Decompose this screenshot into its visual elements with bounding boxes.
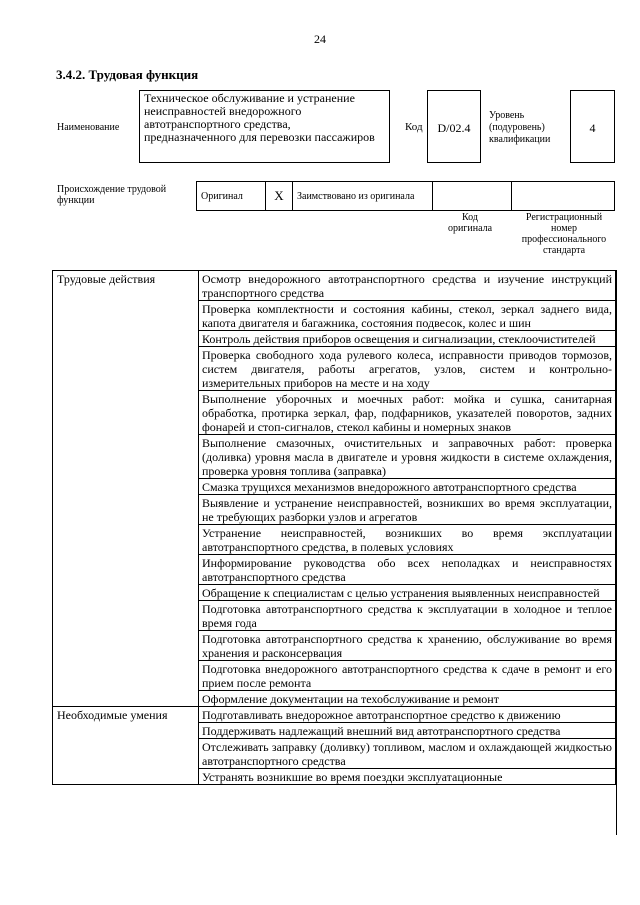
original-code-caption	[432, 212, 508, 234]
labor-actions-label: Трудовые действия	[53, 271, 199, 707]
origin-label-line-2: функции	[57, 195, 95, 206]
original-code-cell	[433, 182, 512, 211]
skill-text: Подготавливать внедорожное автотранспортное средство к движению	[199, 707, 616, 723]
borrowed-label: Заимствовано из оригинала	[293, 182, 433, 211]
labor-action-text: Подготовка автотранспортного средства к эксплуатации в холодное и теплое время года	[199, 601, 616, 631]
function-code: D/02.4	[427, 90, 481, 163]
labor-action-text: Информирование руководства обо всех неполадках и неисправностях автотранспортного средства	[199, 555, 616, 585]
name-label: Наименование	[57, 122, 120, 133]
qualification-level-label	[489, 110, 550, 146]
qualification-level-value: 4	[570, 90, 615, 163]
skill-text: Устранять возникшие во время поездки эксплуатационные	[199, 769, 616, 785]
labor-action-text: Выявление и устранение неисправностей, возникших во время эксплуатации, не требующих разборки узлов и агрегатов	[199, 495, 616, 525]
table-right-border	[616, 270, 617, 835]
reg-caption-line-2: номер	[551, 223, 577, 234]
labor-action-text: Подготовка автотранспортного средства к хранению, обслуживание во время хранения и расконсервация	[199, 631, 616, 661]
function-name: Техническое обслуживание и устранение неисправностей внедорожного автотранспортного средства, предназначенного для перевозки пассажиров	[139, 90, 390, 163]
original-label: Оригинал	[197, 182, 266, 211]
labor-action-text: Устранение неисправностей, возникших во время эксплуатации автотранспортного средства, в полевых условиях	[199, 525, 616, 555]
skill-text: Отслеживать заправку (доливку) топливом, маслом и охлаждающей жидкостью автотранспортного средства	[199, 739, 616, 769]
skill-row	[53, 707, 616, 723]
origin-label-line-1: Происхождение трудовой	[57, 184, 167, 195]
labor-action-text: Выполнение смазочных, очистительных и заправочных работ: проверка (доливка) уровня масла в двигателе и уровня жидкости в системе охлаждения, проверка уровня топлива (заправка)	[199, 435, 616, 479]
page-number: 24	[314, 32, 326, 46]
section-title: 3.4.2. Трудовая функция	[56, 67, 199, 82]
labor-action-text: Контроль действия приборов освещения и сигнализации, стеклоочистителей	[199, 331, 616, 347]
labor-action-row	[53, 271, 616, 301]
skill-text: Поддерживать надлежащий внешний вид автотранспортного средства	[199, 723, 616, 739]
code-caption-line-1: Код	[462, 212, 478, 223]
level-label-line-3: квалификации	[489, 134, 551, 145]
level-label-line-1: Уровень	[489, 110, 525, 121]
reg-caption-line-3: профессионального	[521, 234, 607, 245]
origin-label	[57, 184, 166, 206]
origin-table	[196, 181, 615, 211]
code-caption-line-2: оригинала	[447, 223, 493, 234]
labor-action-text: Выполнение уборочных и моечных работ: мойка и сушка, санитарная обработка, протирка зеркал, фар, подфарников, указателей поворотов, задних фонарей и стоп-сигналов, стекол кабины и номерных знаков	[199, 391, 616, 435]
labor-action-text: Оформление документации на техобслуживание и ремонт	[199, 691, 616, 707]
registration-number-cell	[512, 182, 615, 211]
code-label: Код	[405, 121, 423, 133]
labor-action-text: Смазка трущихся механизмов внедорожного автотранспортного средства	[199, 479, 616, 495]
labor-function-table	[52, 270, 616, 785]
labor-action-text: Осмотр внедорожного автотранспортного средства и изучение инструкций транспортного средства	[199, 271, 616, 301]
registration-number-caption	[512, 212, 616, 256]
labor-action-text: Обращение к специалистам с целью устранения выявленных неисправностей	[199, 585, 616, 601]
level-label-line-2: (подуровень)	[489, 122, 545, 133]
reg-caption-line-1: Регистрационный	[525, 212, 603, 223]
labor-action-text: Подготовка внедорожного автотранспортного средства к сдаче в ремонт и его прием после ремонта	[199, 661, 616, 691]
reg-caption-line-4: стандарта	[542, 245, 586, 256]
labor-action-text: Проверка комплектности и состояния кабины, стекол, зеркал заднего вида, капота двигателя и багажника, состояния подвесок, колес и шин	[199, 301, 616, 331]
required-skills-label: Необходимые умения	[53, 707, 199, 785]
labor-action-text: Проверка свободного хода рулевого колеса, исправности приводов тормозов, систем двигателя, работы агрегатов, узлов, систем и контрольно-измерительных приборов на месте и на ходу	[199, 347, 616, 391]
original-mark: X	[266, 182, 293, 211]
